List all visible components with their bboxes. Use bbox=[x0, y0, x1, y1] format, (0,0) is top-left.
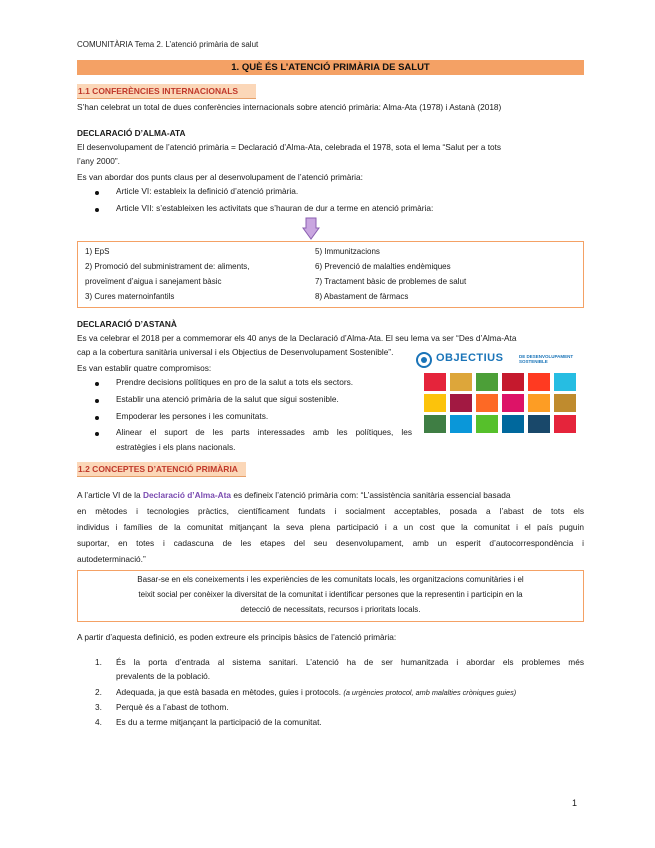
astana-line-2: cap a la cobertura sanitària universal i els Objectius de Desenvolupament Sostenible”. bbox=[77, 347, 394, 357]
bullet-dot bbox=[95, 399, 99, 403]
principle-3: Perquè és a l’abast de tothom. bbox=[116, 702, 229, 712]
bullet-dot bbox=[95, 432, 99, 436]
definition-line-2: en mètodes i tecnologies pràctics, científicament fundats i socialment acceptables, posada a l’abast de tots els bbox=[77, 506, 584, 516]
list-number: 4. bbox=[95, 717, 102, 727]
activity-item: proveïment d’aigua i sanejament bàsic bbox=[85, 277, 222, 286]
bullet-dot bbox=[95, 191, 99, 195]
sdg-tile bbox=[424, 394, 446, 412]
sdg-tile bbox=[554, 373, 576, 391]
sdg-tile bbox=[528, 415, 550, 433]
alma-bullet-2: Article VII: s’estableixen les activitats que s’hauran de dur a terme en atenció primària: bbox=[116, 203, 434, 213]
sdg-tile bbox=[502, 394, 524, 412]
astana-bullet-4: Alinear el suport de les parts interessades amb les polítiques, les bbox=[116, 427, 412, 437]
activity-item: 8) Abastament de fàrmacs bbox=[315, 292, 409, 301]
sdg-tile bbox=[528, 394, 550, 412]
community-box-line: detecció de necessitats, recursos i prioritats locals. bbox=[240, 605, 421, 614]
definition-line-5: autodeterminació.” bbox=[77, 554, 146, 564]
principle-2: Adequada, ja que està basada en mètodes, guies i protocols. (a urgències protocol, amb malalties cròniques guies) bbox=[116, 687, 517, 697]
astana-heading: DECLARACIÓ D’ASTANÀ bbox=[77, 319, 177, 329]
alma-ata-heading: DECLARACIÓ D’ALMA-ATA bbox=[77, 128, 186, 138]
down-arrow-icon bbox=[302, 217, 320, 241]
list-number: 3. bbox=[95, 702, 102, 712]
sdg-tile bbox=[424, 373, 446, 391]
principle-4: Es du a terme mitjançant la participació de la comunitat. bbox=[116, 717, 322, 727]
activity-item: 6) Prevenció de malalties endèmiques bbox=[315, 262, 451, 271]
page-number: 1 bbox=[572, 798, 578, 808]
bullet-dot bbox=[95, 382, 99, 386]
principles-intro: A partir d’aquesta definició, es poden extreure els principis bàsics de l’atenció primària: bbox=[77, 632, 397, 642]
sdg-title: OBJECTIUS bbox=[436, 352, 504, 364]
bullet-dot bbox=[95, 416, 99, 420]
list-number: 2. bbox=[95, 687, 102, 697]
principle-1: És la porta d’entrada al sistema sanitari. L’atenció ha de ser humanitzada i abordar els problemes més bbox=[116, 657, 584, 667]
page-header: COMUNITÀRIA Tema 2. L’atenció primària de salut bbox=[77, 40, 259, 49]
page-title: 1. QUÈ ÉS L’ATENCIÓ PRIMÀRIA DE SALUT bbox=[77, 60, 584, 75]
astana-line-3: Es van establir quatre compromisos: bbox=[77, 363, 212, 373]
definition-line-1: A l’article VI de la Declaració d’Alma-Ata es defineix l’atenció primària com: “L’assistència sanitària essencial basada bbox=[77, 490, 511, 500]
sdg-subtitle: DE DESENVOLUPAMENT SOSTENIBLE bbox=[519, 354, 574, 364]
alma-ata-line-1: El desenvolupament de l’atenció primària = Declaració d’Alma-Ata, celebrada el 1978, sota el lema “Salut per a tots bbox=[77, 142, 502, 152]
intro-paragraph: S’han celebrat un total de dues conferències internacionals sobre atenció primària: Alma-Ata (1978) i Astanà (2018) bbox=[77, 102, 502, 112]
sdg-tile bbox=[476, 373, 498, 391]
alma-ata-link[interactable]: Declaració d’Alma-Ata bbox=[142, 490, 232, 500]
list-number: 1. bbox=[95, 657, 102, 667]
principle-2-note: (a urgències protocol, amb malalties cròniques guies) bbox=[343, 688, 517, 697]
activity-item: 5) Immunitzacions bbox=[315, 247, 380, 256]
definition-line-3: individus i famílies de la comunitat mitjançant la seva plena participació i a un cost que la comunitat i el país puguin bbox=[77, 522, 584, 532]
sdg-tile bbox=[424, 415, 446, 433]
astana-bullet-3: Empoderar les persones i les comunitats. bbox=[116, 411, 269, 421]
sdg-tile bbox=[450, 394, 472, 412]
section-heading-1-2: 1.2 CONCEPTES D’ATENCIÓ PRIMÀRIA bbox=[77, 462, 246, 477]
sdg-tile bbox=[476, 394, 498, 412]
bullet-dot bbox=[95, 208, 99, 212]
section-heading-1-1: 1.1 CONFERÈNCIES INTERNACIONALS bbox=[77, 84, 256, 99]
activity-item: 2) Promoció del subministrament de: aliments, bbox=[85, 262, 250, 271]
activity-item: 3) Cures maternoinfantils bbox=[85, 292, 175, 301]
definition-line-4: suportar, en totes i cadascuna de les etapes del seu desenvolupament, amb un esperit d’autocorrespondència i bbox=[77, 538, 584, 548]
activity-item: 1) EpS bbox=[85, 247, 110, 256]
sdg-tile bbox=[502, 373, 524, 391]
alma-ata-line-2: l’any 2000”. bbox=[77, 156, 120, 166]
astana-bullet-2: Establir una atenció primària de la salut que sigui sostenible. bbox=[116, 394, 339, 404]
principle-1-cont: prevalents de la població. bbox=[116, 671, 211, 681]
sdg-image bbox=[414, 351, 585, 439]
alma-bullet-1: Article VI: estableix la definició d’atenció primària. bbox=[116, 186, 299, 196]
astana-line-1: Es va celebrar el 2018 per a commemorar els 40 anys de la Declaració d’Alma-Ata. El seu lema va ser “Des d’Alma-Ata bbox=[77, 333, 517, 343]
alma-ata-line-3: Es van abordar dos punts claus per al desenvolupament de l’atenció primària: bbox=[77, 172, 363, 182]
sdg-tile bbox=[450, 373, 472, 391]
astana-bullet-4-cont: estratègies i els plans nacionals. bbox=[116, 442, 236, 452]
community-box-line: Basar-se en els coneixements i les experiències de les comunitats locals, les organitzacions comunitàries i el bbox=[137, 575, 524, 584]
sdg-tile bbox=[554, 415, 576, 433]
sdg-tiles bbox=[424, 373, 584, 439]
sdg-tile bbox=[450, 415, 472, 433]
community-box-line: teixit social per conèixer la diversitat de la comunitat i identificar persones que la representin i participin en la bbox=[138, 590, 523, 599]
sdg-tile bbox=[528, 373, 550, 391]
sdg-tile bbox=[476, 415, 498, 433]
activity-item: 7) Tractament bàsic de problemes de salut bbox=[315, 277, 467, 286]
sdg-tile bbox=[502, 415, 524, 433]
astana-bullet-1: Prendre decisions polítiques en pro de la salut a tots els sectors. bbox=[116, 377, 354, 387]
sdg-tile bbox=[554, 394, 576, 412]
